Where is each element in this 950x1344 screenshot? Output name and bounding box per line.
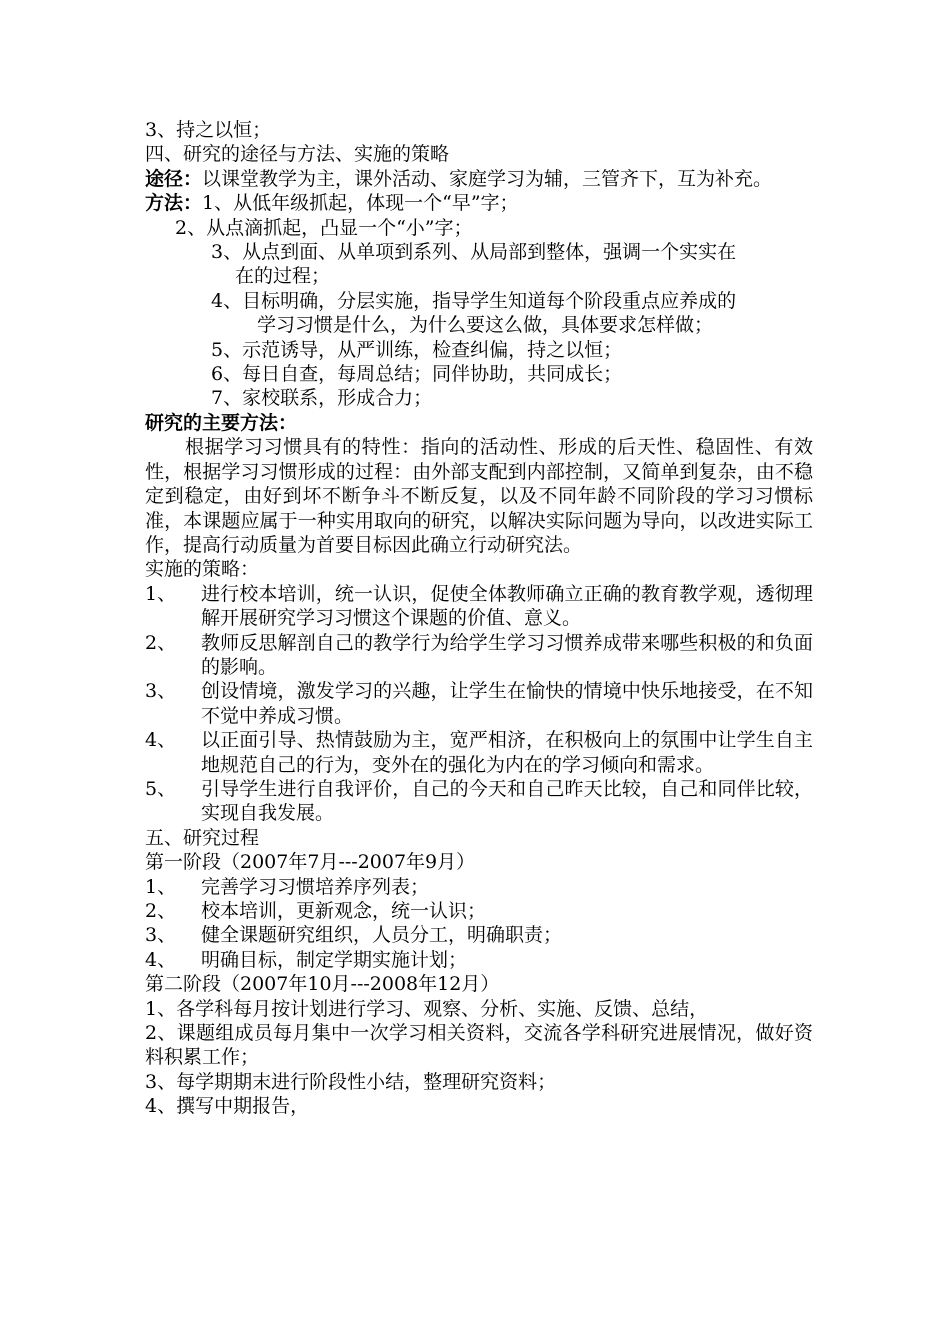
section-four-heading: 四、研究的途径与方法、实施的策略 xyxy=(145,143,450,166)
method-label: 方法： xyxy=(145,192,203,215)
strategy-heading: 实施的策略： xyxy=(145,558,260,581)
method-4b: 学习习惯是什么，为什么要这么做，具体要求怎样做； xyxy=(257,314,714,337)
document-body xyxy=(145,118,813,1119)
strategy-text: 创设情境，激发学习的兴趣，让学生在愉快的情境中快乐地接受，在不知不觉中养成习惯。 xyxy=(201,680,813,727)
path-paragraph xyxy=(145,167,813,191)
strategy-text: 以正面引导、热情鼓励为主，宽严相济，在积极向上的氛围中让学生自主地规范自己的行为，变外在的强化为内在的学习倾向和需求。 xyxy=(201,729,813,776)
main-method-paragraph: 根据学习习惯具有的特性：指向的活动性、形成的后天性、稳固性、有效性，根据学习习惯形成的过程：由外部支配到内部控制，又简单到复杂，由不稳定到稳定，由好到坏不断争斗不断反复，以及不同年龄不同阶段的学习习惯标准，本课题应属于一种实用取向的研究，以解决实际问题为导向，以改进实际工作，提高行动质量为首要目标因此确立行动研究法。 xyxy=(145,436,813,556)
method-2: 2、从点滴抓起，凸显一个“小”字； xyxy=(175,216,473,239)
method-1: 1、从低年级抓起，体现一个“早”字； xyxy=(202,192,519,215)
stage-two-item-2: 2、课题组成员每月集中一次学习相关资料，交流各学科研究进展情况，做好资料积累工作； xyxy=(145,1022,813,1069)
strategy-item xyxy=(145,777,813,826)
stage-one-item: 4、 明确目标，制定学期实施计划； xyxy=(145,948,468,971)
stage-two-item-4: 4、撰写中期报告， xyxy=(145,1095,310,1118)
stage-two-item-3: 3、每学期期末进行阶段性小结，整理研究资料； xyxy=(145,1070,557,1093)
strategy-text: 进行校本培训，统一认识，促使全体教师确立正确的教育教学观，透彻理解开展研究学习习惯这个课题的价值、意义。 xyxy=(201,582,813,630)
strategy-item xyxy=(145,582,813,631)
section-five-heading: 五、研究过程 xyxy=(145,826,260,849)
strategy-item xyxy=(145,631,813,680)
stage-one-item: 1、 完善学习习惯培养序列表； xyxy=(145,875,430,898)
method-3a: 3、从点到面、从单项到系列、从局部到整体，强调一个实实在 xyxy=(211,241,737,264)
path-text: 以课堂教学为主，课外活动、家庭学习为辅，三管齐下，互为补充。 xyxy=(202,167,773,190)
strategy-text: 教师反思解剖自己的教学行为给学生学习习惯养成带来哪些积极的和负面的影响。 xyxy=(201,631,813,678)
method-4a: 4、目标明确，分层实施，指导学生知道每个阶段重点应养成的 xyxy=(211,289,737,312)
strategy-text: 引导学生进行自我评价，自己的今天和自己昨天比较，自己和同伴比较，实现自我发展。 xyxy=(201,777,813,825)
strategy-number: 3、 xyxy=(145,680,177,703)
strategy-number: 2、 xyxy=(145,631,177,654)
main-method-heading: 研究的主要方法： xyxy=(145,411,298,434)
stage-one-heading: 第一阶段（2007年7月---2007年9月） xyxy=(145,851,476,874)
stage-one-item: 3、 健全课题研究组织，人员分工，明确职责； xyxy=(145,924,563,947)
stage-one-item: 2、 校本培训，更新观念，统一认识； xyxy=(145,900,487,922)
method-7: 7、家校联系，形成合力； xyxy=(211,387,433,410)
path-label: 途径： xyxy=(145,167,203,190)
stage-two-item-1: 1、各学科每月按计划进行学习、观察、分析、实施、反馈、总结， xyxy=(145,997,709,1020)
stage-two-heading: 第二阶段（2007年10月---2008年12月） xyxy=(145,973,500,996)
strategy-number: 5、 xyxy=(145,777,177,800)
strategy-item xyxy=(145,728,813,777)
method-line-1 xyxy=(145,191,813,215)
method-6: 6、每日自查，每周总结；同伴协助，共同成长； xyxy=(211,363,623,386)
persist-line: 3、持之以恒； xyxy=(145,119,272,141)
strategy-item xyxy=(145,679,813,728)
strategy-number: 1、 xyxy=(145,582,177,605)
strategy-number: 4、 xyxy=(145,729,177,752)
method-3b: 在的过程； xyxy=(235,265,331,288)
method-5: 5、示范诱导，从严训练，检查纠偏，持之以恒； xyxy=(211,338,623,361)
